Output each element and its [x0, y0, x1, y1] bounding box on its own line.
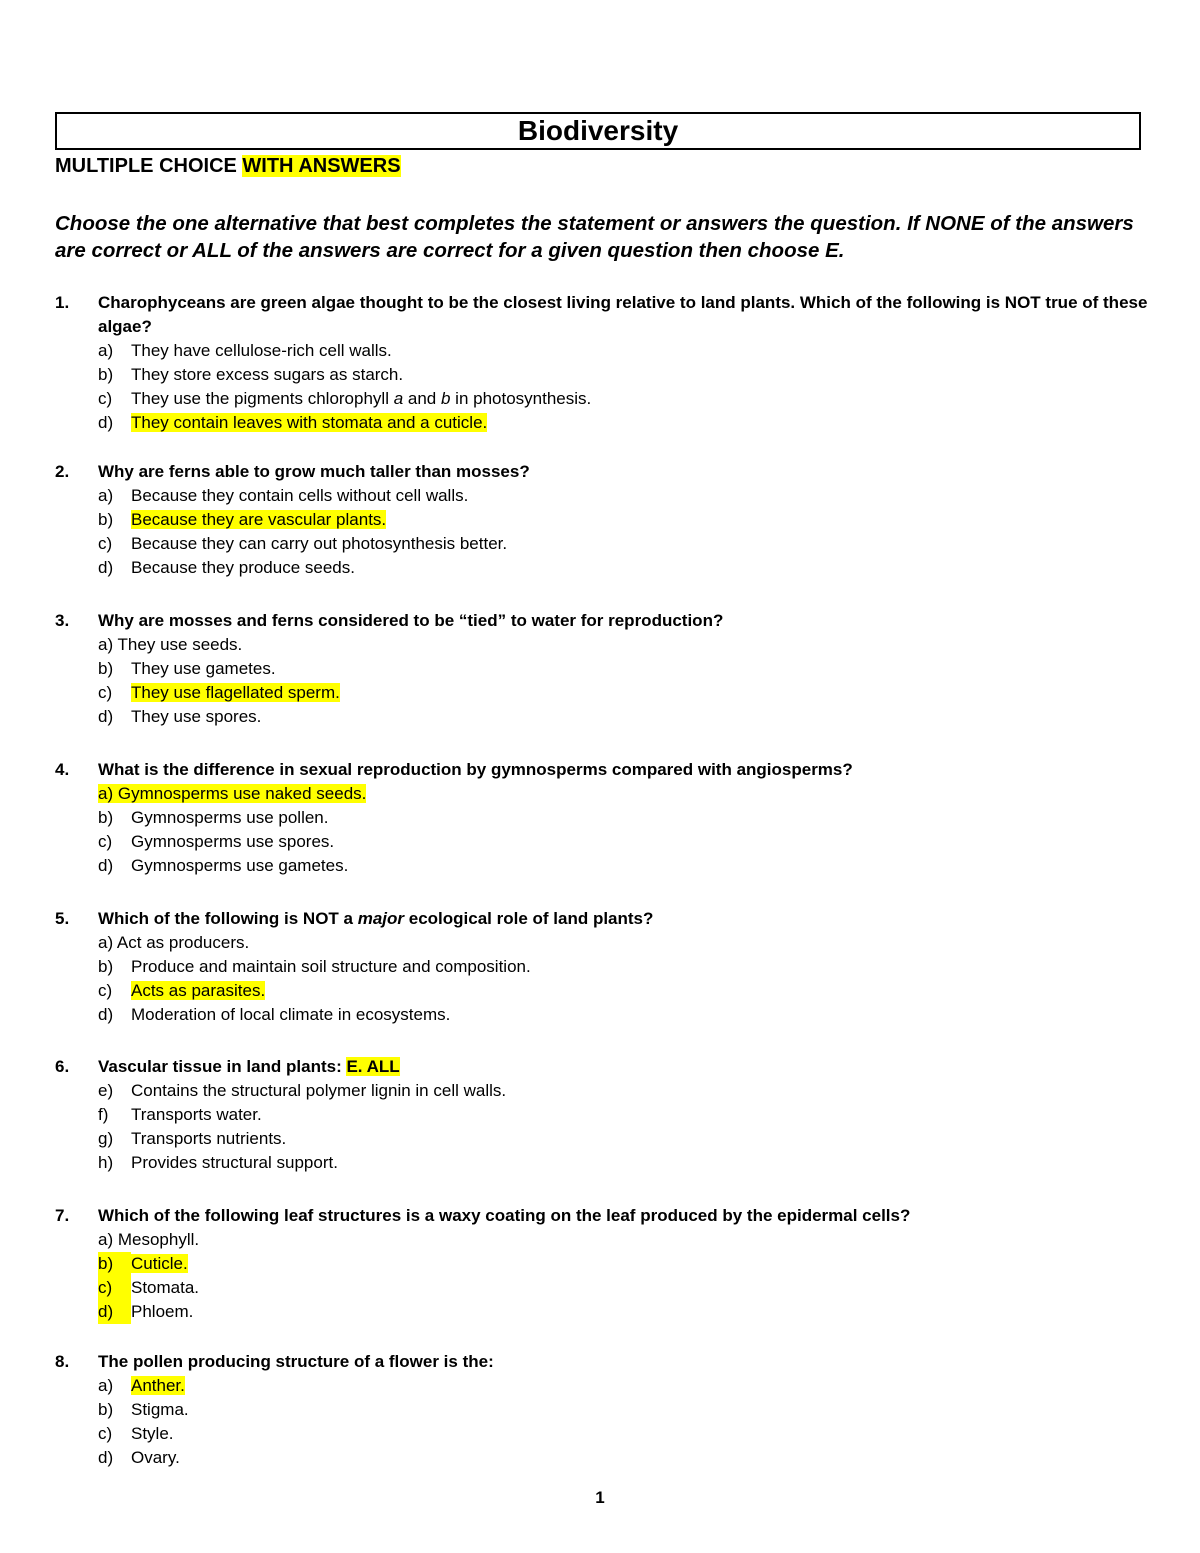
option-text-mid: and [403, 389, 441, 408]
option [98, 556, 1155, 580]
option-label: a) [98, 933, 114, 952]
option-text: Act as producers. [116, 933, 250, 952]
question-number: 6. [55, 1057, 70, 1076]
heading-plain: MULTIPLE CHOICE [55, 155, 243, 177]
option-text: Gymnosperms use gametes. [131, 856, 349, 875]
heading-highlight: WITH ANSWERS [242, 155, 401, 177]
option-label: d) [98, 707, 114, 726]
option-answer [98, 979, 1155, 1003]
option-text: Provides structural support. [131, 1153, 338, 1172]
option-label: b) [98, 957, 114, 976]
option-text: They use flagellated sperm. [131, 683, 340, 702]
option-text: Moderation of local climate in ecosystems. [131, 1005, 451, 1024]
option [98, 1151, 1155, 1175]
page-number: 1 [595, 1488, 605, 1507]
option-text: Because they produce seeds. [131, 558, 355, 577]
option-answer [98, 1374, 1155, 1398]
option [98, 1300, 1155, 1324]
question-2 [55, 460, 1155, 580]
document-title: Biodiversity [55, 112, 1141, 150]
option-label: a) [98, 635, 114, 654]
option [98, 1446, 1155, 1470]
option-label: c) [98, 683, 113, 702]
option [98, 657, 1155, 681]
question-4 [55, 758, 1155, 878]
option [98, 484, 1155, 508]
question-number: 2. [55, 462, 70, 481]
option-label: c) [98, 1276, 131, 1300]
option-text: Phloem. [131, 1302, 194, 1321]
option [98, 532, 1155, 556]
option-label: d) [98, 1300, 131, 1324]
option-text: Acts as parasites. [131, 981, 266, 1000]
option-text: Stigma. [131, 1400, 189, 1419]
option-text: Gymnosperms use pollen. [131, 808, 329, 827]
option-label: a) [98, 486, 114, 505]
option-text: Cuticle. [131, 1254, 188, 1273]
option [98, 1127, 1155, 1151]
option-label: c) [98, 981, 113, 1000]
option-label: d) [98, 1005, 114, 1024]
option-answer [98, 681, 1155, 705]
option-label: g) [98, 1129, 114, 1148]
option-label: h) [98, 1153, 114, 1172]
question-text: Which of the following is NOT a major ecological role of land plants? [98, 909, 654, 928]
option-label: b) [98, 808, 114, 827]
option [98, 955, 1155, 979]
option-text: Transports nutrients. [131, 1129, 287, 1148]
question-text: Which of the following leaf structures is a waxy coating on the leaf produced by the epidermal cells? [98, 1206, 911, 1225]
option [98, 633, 1155, 657]
option-label: c) [98, 1424, 113, 1443]
option-text-post: in photosynthesis. [450, 389, 592, 408]
option [98, 1003, 1155, 1027]
option-label: a) [98, 784, 114, 803]
option-answer [98, 782, 1155, 806]
option-text-pre: They use the pigments chlorophyll [131, 389, 394, 408]
option-text: They have cellulose-rich cell walls. [131, 341, 392, 360]
option-text: They use seeds. [117, 635, 243, 654]
option-label: b) [98, 510, 114, 529]
section-heading [55, 153, 401, 179]
option-text-italic: b [440, 389, 451, 408]
option-text: Transports water. [131, 1105, 262, 1124]
option-answer [98, 411, 1155, 435]
option-label: c) [98, 534, 113, 553]
option-text: Contains the structural polymer lignin in cell walls. [131, 1081, 507, 1100]
question-text: Vascular tissue in land plants: E. ALL [98, 1057, 400, 1076]
option [98, 363, 1155, 387]
option-label: d) [98, 856, 114, 875]
option [98, 806, 1155, 830]
option-label: b) [98, 1400, 114, 1419]
option [98, 1398, 1155, 1422]
question-7 [55, 1204, 1155, 1324]
option-text: Gymnosperms use spores. [131, 832, 335, 851]
option-text: Gymnosperms use naked seeds. [117, 784, 367, 803]
option-label: e) [98, 1081, 114, 1100]
option-label: f) [98, 1105, 109, 1124]
option-label: d) [98, 1448, 114, 1467]
option-answer [98, 508, 1155, 532]
option [98, 830, 1155, 854]
option-text: Stomata. [131, 1278, 200, 1297]
option-label: c) [98, 832, 113, 851]
question-number: 7. [55, 1206, 70, 1225]
option-label: c) [98, 389, 113, 408]
option-label: b) [98, 659, 114, 678]
option-text: Mesophyll. [117, 1230, 200, 1249]
instructions: Choose the one alternative that best completes the statement or answers the question. If NONE of the answers are correct or ALL of the answers are correct for a given question then choose E. [55, 212, 1134, 262]
question-5 [55, 907, 1155, 1027]
question-3 [55, 609, 1155, 729]
option-text: Because they can carry out photosynthesis better. [131, 534, 508, 553]
question-number: 8. [55, 1352, 70, 1371]
option-label: b) [98, 365, 114, 384]
option [98, 339, 1155, 363]
option-text: They contain leaves with stomata and a cuticle. [131, 413, 488, 432]
option-text: Because they contain cells without cell walls. [131, 486, 469, 505]
question-text: Why are mosses and ferns considered to be “tied” to water for reproduction? [98, 611, 724, 630]
option-text: Because they are vascular plants. [131, 510, 387, 529]
option-label: a) [98, 1230, 114, 1249]
option-text: Produce and maintain soil structure and composition. [131, 957, 531, 976]
option-label: d) [98, 413, 114, 432]
question-number: 4. [55, 760, 70, 779]
option-label: d) [98, 558, 114, 577]
option [98, 1276, 1155, 1300]
option-label: a) [98, 341, 114, 360]
question-6 [55, 1055, 1155, 1175]
option-text: They store excess sugars as starch. [131, 365, 404, 384]
option [98, 705, 1155, 729]
question-text: Why are ferns able to grow much taller than mosses? [98, 462, 530, 481]
option [98, 854, 1155, 878]
option-text: Style. [131, 1424, 174, 1443]
question-text: The pollen producing structure of a flower is the: [98, 1352, 494, 1371]
question-text: Charophyceans are green algae thought to be the closest living relative to land plants. Which of the following is NOT true of these algae? [98, 293, 1148, 336]
option-label: b) [98, 1252, 131, 1276]
option-text: They use gametes. [131, 659, 276, 678]
question-number: 3. [55, 611, 70, 630]
option-label: a) [98, 1376, 114, 1395]
question-number: 1. [55, 293, 70, 312]
option [98, 931, 1155, 955]
option [98, 1422, 1155, 1446]
option [98, 1228, 1155, 1252]
question-text: What is the difference in sexual reproduction by gymnosperms compared with angiosperms? [98, 760, 853, 779]
answer-badge: E. ALL [346, 1057, 400, 1076]
question-number: 5. [55, 909, 70, 928]
option [98, 1079, 1155, 1103]
option [98, 1103, 1155, 1127]
option-answer [98, 1252, 1155, 1276]
option [98, 387, 1155, 411]
question-8 [55, 1350, 1155, 1470]
option-text: They use spores. [131, 707, 262, 726]
question-1 [55, 291, 1155, 435]
option-text-italic: a [393, 389, 404, 408]
option-text: Ovary. [131, 1448, 180, 1467]
option-text: Anther. [131, 1376, 185, 1395]
